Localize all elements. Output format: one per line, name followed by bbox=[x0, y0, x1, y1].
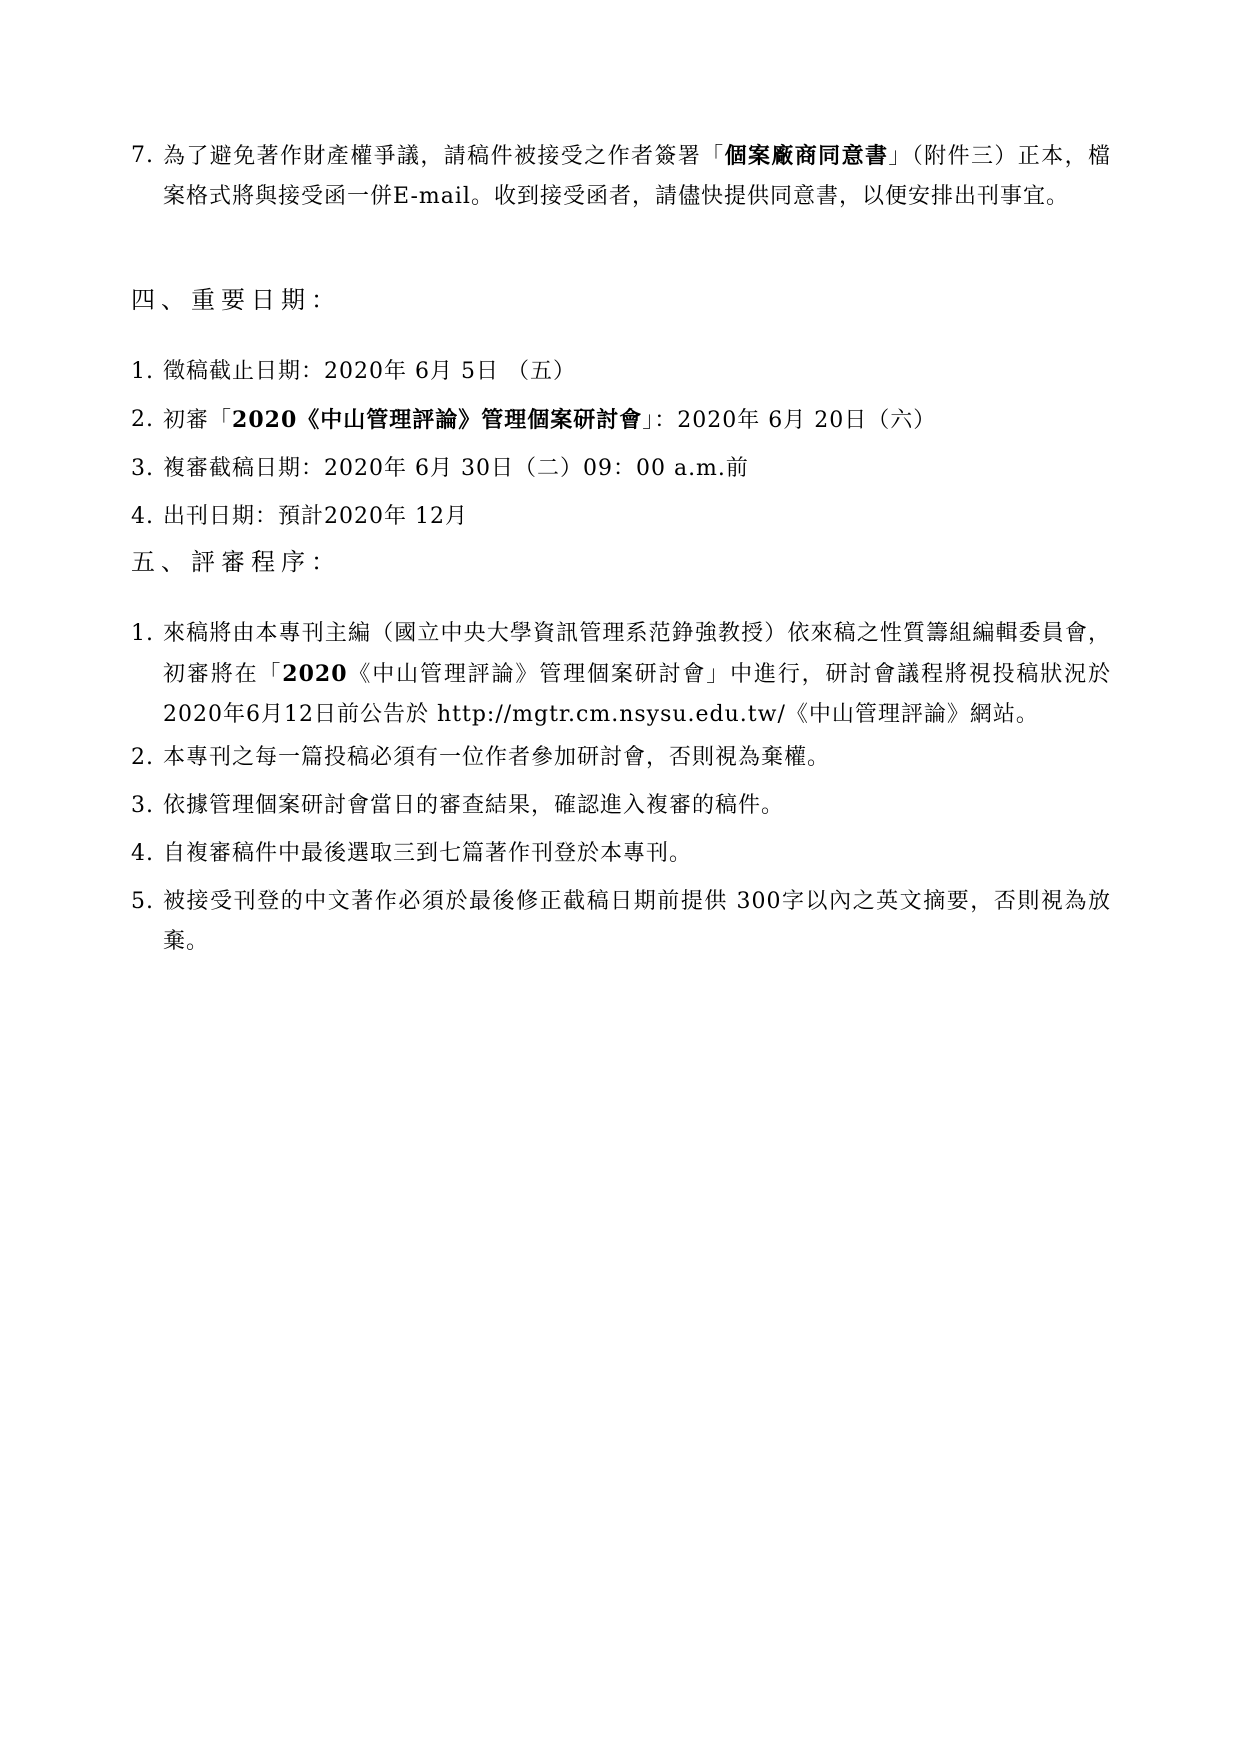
item-number: 4. bbox=[131, 504, 154, 529]
text-run: 《中山管理評論》管理個案研討會」中進行，研討會議程將視投稿狀況於2020年6月12日前公告於 http://mgtr.cm.nsysu.edu.tw/《中山管理評論》網站。 bbox=[163, 662, 1111, 727]
list-item bbox=[131, 614, 1111, 735]
list-item bbox=[131, 882, 1111, 962]
text-run: 初審「 bbox=[163, 408, 233, 433]
item-number: 1. bbox=[131, 359, 154, 384]
item-number: 4. bbox=[131, 841, 154, 866]
list-item bbox=[131, 449, 1111, 489]
item-number: 3. bbox=[131, 456, 154, 481]
text-run: 」（附件三）正本，檔案格式將與接受函一併E-mail。收到接受函者，請儘快提供同意書，以便安排出刊事宜。 bbox=[163, 144, 1111, 209]
item-text bbox=[131, 614, 1111, 735]
list-item bbox=[131, 834, 1111, 874]
item-number: 7. bbox=[131, 143, 154, 168]
item-number: 2. bbox=[131, 745, 154, 770]
item-text bbox=[131, 136, 1111, 217]
item-text: 複審截稿日期：2020年 6月 30日（二）09：00 a.m.前 bbox=[163, 456, 749, 481]
list-item bbox=[131, 352, 1111, 392]
item-number: 3. bbox=[131, 793, 154, 818]
list-item bbox=[131, 738, 1111, 778]
list-item bbox=[131, 400, 1111, 441]
item-number: 2. bbox=[131, 407, 154, 432]
item-text: 自複審稿件中最後選取三到七篇著作刊登於本專刊。 bbox=[163, 841, 693, 866]
bold-text-run: 2020 bbox=[282, 661, 348, 687]
text-run: 」：2020年 6月 20日（六） bbox=[642, 408, 937, 433]
item-number: 5. bbox=[131, 889, 154, 914]
item-text: 出刊日期：預計2020年 12月 bbox=[163, 504, 468, 529]
item-number: 1. bbox=[131, 621, 154, 646]
list-item bbox=[131, 497, 1111, 537]
item-text: 本專刊之每一篇投稿必須有一位作者參加研討會，否則視為棄權。 bbox=[163, 745, 831, 770]
bold-text-run: 2020《中山管理評論》管理個案研討會 bbox=[232, 407, 643, 433]
item-text: 被接受刊登的中文著作必須於最後修正截稿日期前提供 300字以內之英文摘要，否則視為放棄。 bbox=[163, 889, 1111, 954]
list-item bbox=[131, 786, 1111, 826]
bold-text-run: 個案廠商同意書 bbox=[724, 143, 889, 169]
section-heading-dates: 四、重要日期： bbox=[131, 286, 341, 314]
item-text: 徵稿截止日期：2020年 6月 5日 （五） bbox=[163, 359, 576, 384]
text-run: 來稿將由本專刊主編（國立中央大學資訊管理系范錚強教授）依來稿之性質籌組編輯委員會，初審將在「 bbox=[163, 621, 1111, 687]
item-text: 依據管理個案研討會當日的審查結果，確認進入複審的稿件。 bbox=[163, 793, 785, 818]
item-text bbox=[131, 400, 1111, 441]
section-heading-review: 五、評審程序： bbox=[131, 548, 341, 576]
list-item-7 bbox=[131, 136, 1111, 217]
text-run: 為了避免著作財產權爭議，請稿件被接受之作者簽署「 bbox=[163, 144, 725, 169]
